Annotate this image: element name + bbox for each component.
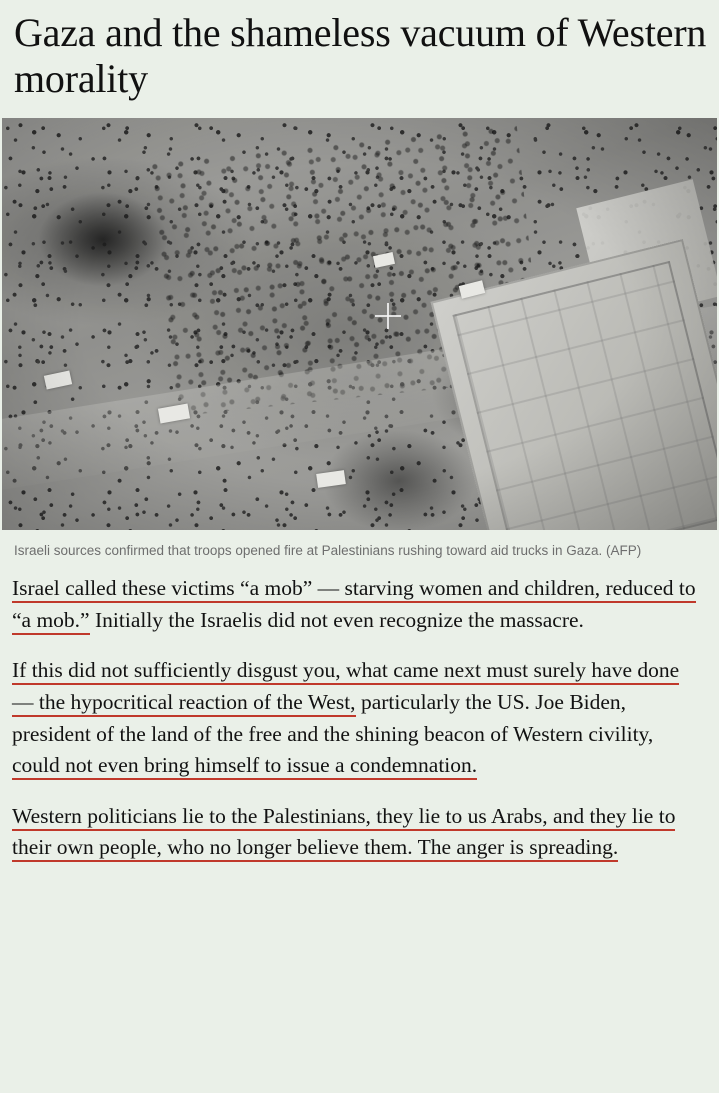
- paragraph: [12, 573, 705, 636]
- page-title: Gaza and the shameless vacuum of Western morality: [14, 10, 707, 101]
- image-caption: Israeli sources confirmed that troops opened fire at Palestinians rushing toward aid trucks in Gaza. (AFP): [14, 543, 642, 558]
- hero-image-container: [0, 118, 719, 530]
- highlighted-text: could not even bring himself to issue a condemnation.: [12, 753, 477, 780]
- highlighted-text: Israel called these victims “a mob” — starving women and children, reduced to “a mob.”: [12, 576, 696, 635]
- highlighted-text: If this did not sufficiently disgust you, what came next must surely have done — the hypocritical reaction of the West,: [12, 658, 679, 717]
- article-body: [0, 561, 719, 864]
- plain-text: particularly the US. Joe Biden, president of the land of the free and the shining beacon of Western civility,: [12, 690, 654, 746]
- plain-text: Initially the Israelis did not even recognize the massacre.: [89, 607, 584, 632]
- paragraph: [12, 655, 705, 781]
- highlighted-text: Western politicians lie to the Palestinians, they lie to us Arabs, and they lie to their own people, who no longer believe them. The anger is spreading.: [12, 804, 675, 863]
- paragraph: [12, 801, 705, 864]
- aerial-drone-footage-image: [2, 118, 717, 530]
- image-vignette: [2, 118, 717, 530]
